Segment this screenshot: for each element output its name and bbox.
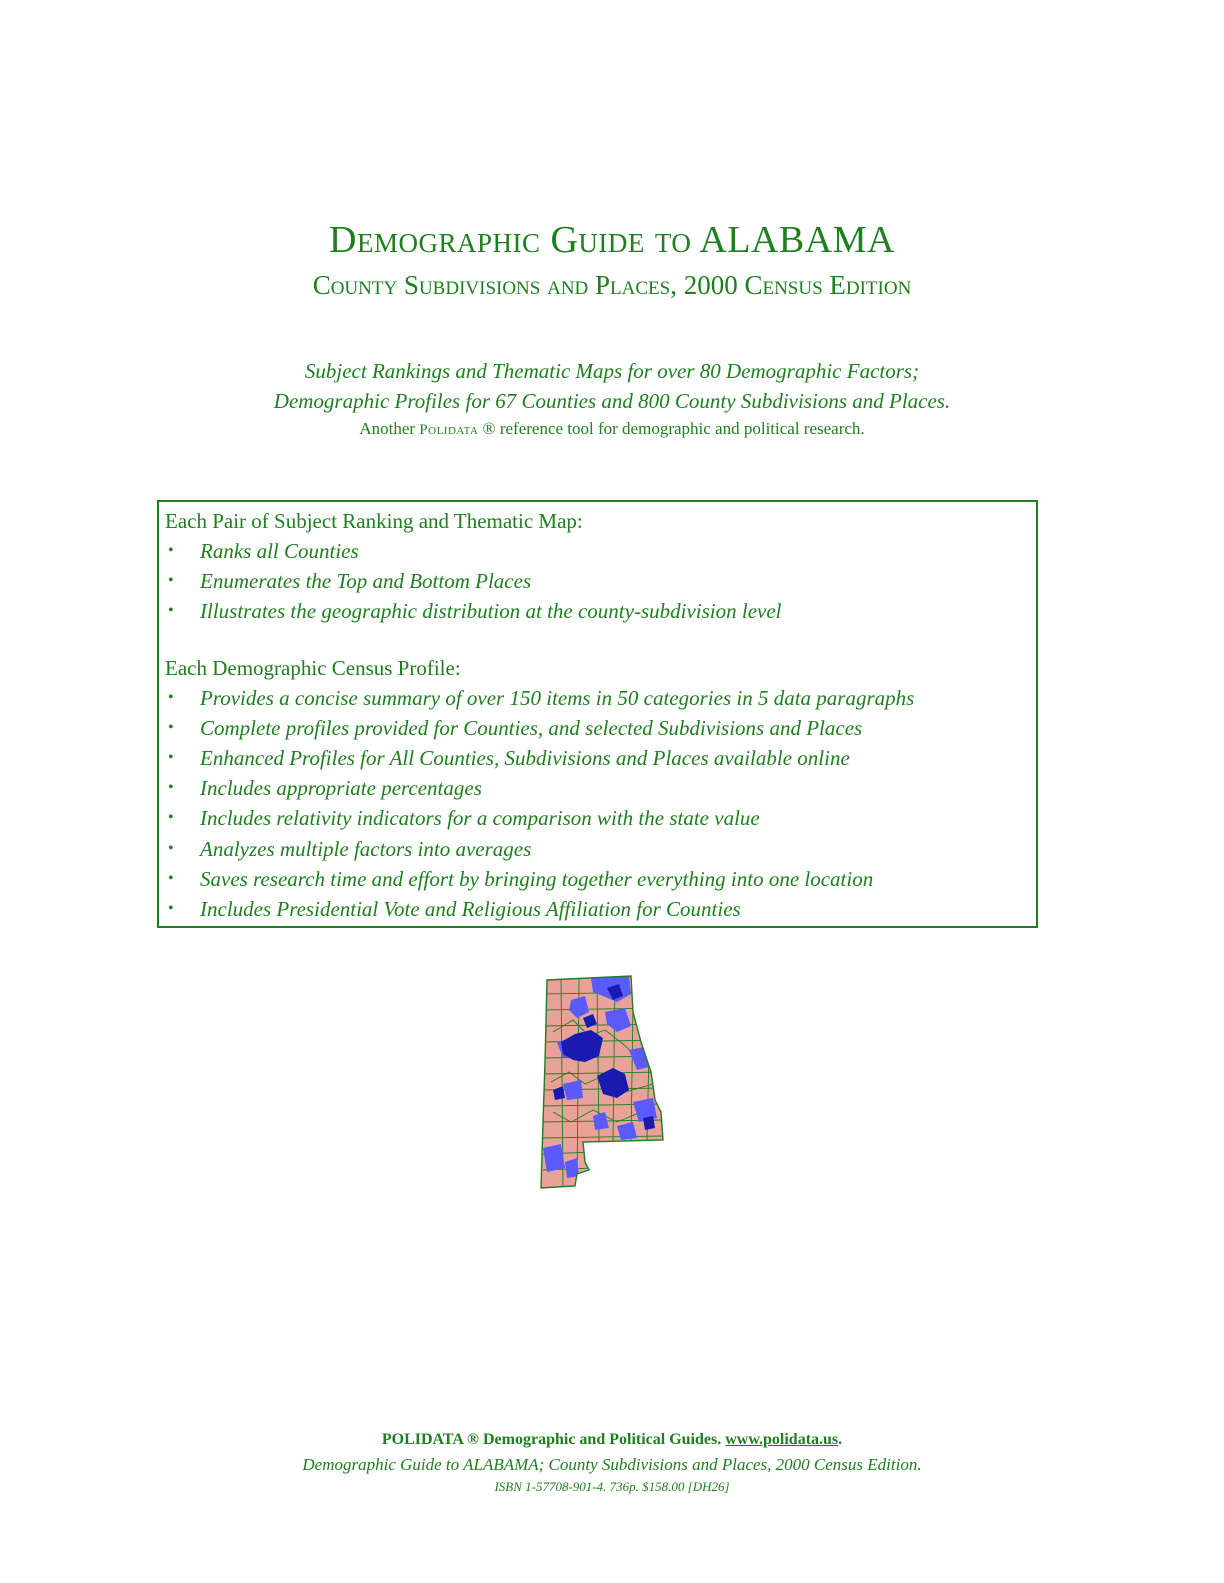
bullet-icon: •: [168, 749, 174, 767]
list-item: [165, 894, 1030, 924]
bullet-icon: •: [168, 718, 174, 736]
footer-period: .: [838, 1431, 843, 1448]
feature-text: Analyzes multiple factors into averages: [200, 836, 532, 861]
bullet-icon: •: [168, 839, 174, 857]
tagline-suffix: ® reference tool for demographic and political research.: [478, 419, 865, 438]
page-subtitle: County Subdivisions and Places, 2000 Census Edition: [312, 270, 912, 300]
polidata-brand: Polidata: [419, 422, 479, 438]
list-item: [165, 566, 1030, 596]
footer-publisher-line: [0, 1427, 1224, 1453]
ranking-heading: Each Pair of Subject Ranking and Thematic Map:: [165, 509, 583, 533]
footer-isbn: ISBN 1-57708-901-4. 736p. $158.00 [DH26]: [494, 1479, 730, 1494]
list-item: [165, 713, 1030, 743]
feature-text: Includes relativity indicators for a comparison with the state value: [200, 806, 760, 831]
tagline-prefix: Another: [359, 419, 420, 438]
bullet-icon: •: [168, 900, 174, 918]
list-item: [165, 596, 1030, 626]
feature-text: Includes Presidential Vote and Religious Affiliation for Counties: [200, 897, 741, 922]
profile-heading: Each Demographic Census Profile:: [165, 655, 461, 680]
list-item: [165, 803, 1030, 833]
list-item: [165, 743, 1030, 773]
alabama-map-svg: [533, 972, 673, 1192]
feature-text: Enhanced Profiles for All Counties, Subdivisions and Places available online: [200, 746, 850, 771]
bullet-icon: •: [168, 542, 174, 559]
bullet-icon: •: [168, 688, 174, 706]
bullet-icon: •: [168, 602, 174, 620]
feature-text: Includes appropriate percentages: [200, 776, 482, 801]
feature-text: Saves research time and effort by bringing together everything into one location: [200, 866, 874, 891]
tagline: [0, 356, 1224, 443]
features-box: [157, 500, 1038, 928]
alabama-map-icon: [533, 972, 673, 1192]
feature-text: Enumerates the Top and Bottom Places: [200, 569, 532, 594]
bullet-icon: •: [168, 809, 174, 827]
list-item: [165, 864, 1030, 894]
feature-text: Ranks all Counties: [200, 539, 359, 563]
bullet-icon: •: [168, 572, 174, 590]
feature-text: Provides a concise summary of over 150 items in 50 categories in 5 data paragraphs: [200, 685, 915, 710]
page-title: Demographic Guide to ALABAMA: [329, 219, 895, 261]
list-item: [165, 773, 1030, 803]
feature-text: Complete profiles provided for Counties, and selected Subdivisions and Places: [200, 715, 863, 740]
list-item: [165, 834, 1030, 864]
list-item: [165, 536, 1030, 566]
tagline-line-2: Demographic Profiles for 67 Counties and 800 County Subdivisions and Places.: [273, 389, 951, 413]
ranking-feature-list: [165, 536, 1030, 627]
polidata-website-link[interactable]: www.polidata.us: [725, 1431, 839, 1448]
footer-book-title: Demographic Guide to ALABAMA; County Subdivisions and Places, 2000 Census Edition.: [302, 1455, 922, 1474]
bullet-icon: •: [168, 869, 174, 887]
bullet-icon: •: [168, 779, 174, 797]
footer-publisher: POLIDATA ® Demographic and Political Guides.: [381, 1431, 726, 1448]
footer: [0, 1427, 1224, 1497]
feature-text: Illustrates the geographic distribution at the county-subdivision level: [200, 599, 782, 624]
profile-feature-list: [165, 683, 1030, 925]
tagline-line-3: [0, 416, 1224, 443]
tagline-line-1: Subject Rankings and Thematic Maps for over 80 Demographic Factors;: [304, 359, 920, 383]
list-item: [165, 683, 1030, 713]
